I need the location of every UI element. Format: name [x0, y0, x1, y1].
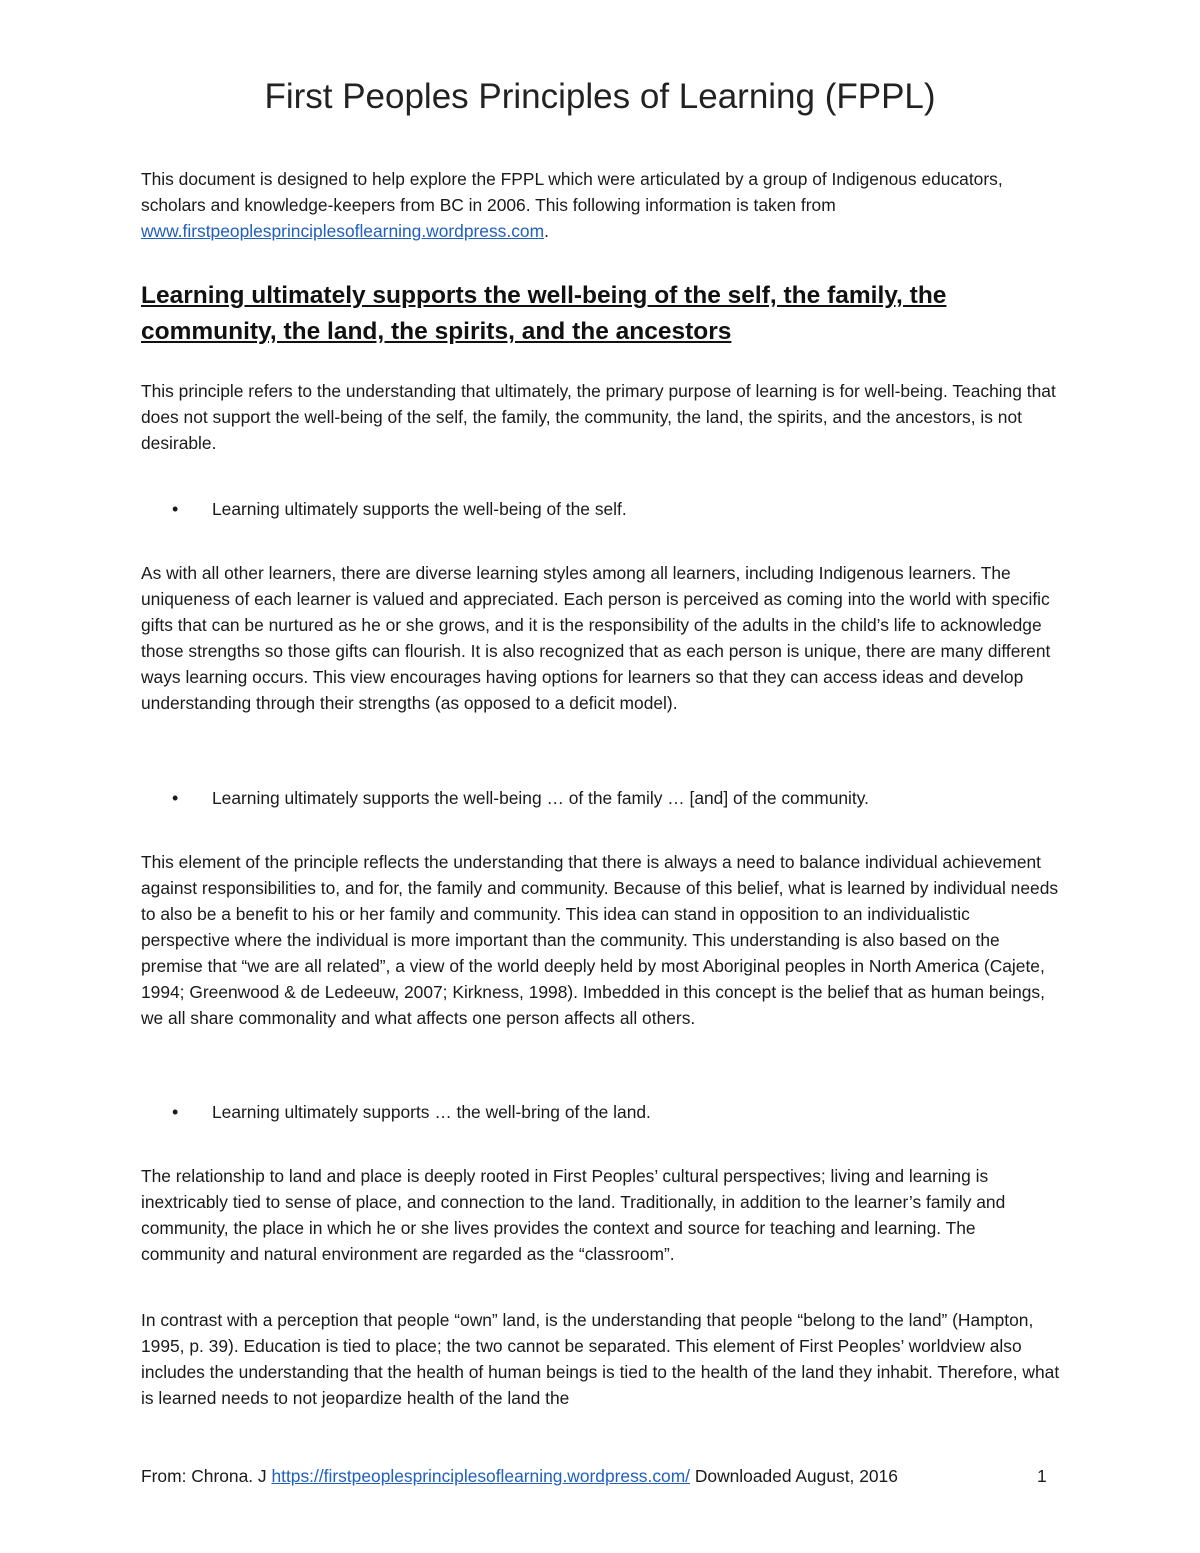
paragraph-1 — [141, 378, 1061, 456]
bullet-item-1-text: Learning ultimately supports the well-being of the self. — [212, 499, 627, 519]
paragraph-3-text: This element of the principle reflects the understanding that there is always a need to balance individual achievement against responsibilities to, and for, the family and community. Because of this belief, what is learned by individual needs to also be a benefit to his or her family and community. This idea can stand in opposition to an individualistic perspective where the individual is more important than the community. This understanding is also based on the premise that “we are all related”, a view of the world deeply held by most Aboriginal peoples in North America (Cajete, 1994; Greenwood & de Ledeeuw, 2007; Kirkness, 1998). Imbedded in this concept is the belief that as human beings, we all share commonality and what affects one person affects all others. — [141, 852, 1059, 1028]
intro-paragraph — [141, 166, 1061, 244]
paragraph-1-text: This principle refers to the understanding that ultimately, the primary purpose of learning is for well-being. Teaching that does not support the well-being of the self, the family, the community, the land, the spirits, and the ancestors, is not desirable. — [141, 381, 1056, 453]
footer-prefix: From: Chrona. J — [141, 1466, 272, 1486]
intro-after-link: . — [544, 221, 549, 241]
footer-link[interactable]: https://firstpeoplesprinciplesoflearning.wordpress.com/ — [271, 1466, 691, 1486]
bullet-item-2-text: Learning ultimately supports the well-being … of the family … [and] of the community. — [212, 788, 869, 808]
paragraph-5 — [141, 1307, 1061, 1411]
paragraph-4-text: The relationship to land and place is deeply rooted in First Peoples’ cultural perspectives; living and learning is inextricably tied to sense of place, and connection to the land. Traditionally, in addition to the learner’s family and community, the place in which he or she lives provides the context and source for teaching and learning. The community and natural environment are regarded as the “classroom”. — [141, 1166, 1006, 1264]
intro-text: This document is designed to help explore the FPPL which were articulated by a group of Indigenous educators, scholars and knowledge-keepers from BC in 2006. This following information is taken from — [141, 169, 1003, 215]
page-number: 1 — [1037, 1466, 1047, 1486]
principle-heading: Learning ultimately supports the well-being of the self, the family, the community, the land, the spirits, and the ancestors — [141, 282, 947, 345]
paragraph-2 — [141, 560, 1061, 716]
page-footer — [141, 1463, 1061, 1489]
footer-suffix: Downloaded August, 2016 — [690, 1466, 898, 1486]
paragraph-5-text: In contrast with a perception that people “own” land, is the understanding that people “belong to the land” (Hampton, 1995, p. 39). Education is tied to place; the two cannot be separated. This element of First Peoples’ worldview also includes the understanding that the health of human beings is tied to the health of the land they inhabit. Therefore, what is learned needs to not jeopardize health of the land the — [141, 1310, 1060, 1408]
bullet-icon: • — [172, 499, 179, 519]
paragraph-4 — [141, 1163, 1061, 1267]
page-title: First Peoples Principles of Learning (FPPL) — [264, 77, 936, 116]
intro-link[interactable]: www.firstpeoplesprinciplesoflearning.wordpress.com — [141, 221, 545, 241]
bullet-icon: • — [172, 788, 179, 808]
bullet-item-3-text: Learning ultimately supports … the well-bring of the land. — [212, 1102, 651, 1122]
bullet-icon: • — [172, 1102, 179, 1122]
paragraph-3 — [141, 849, 1061, 1031]
paragraph-2-text: As with all other learners, there are diverse learning styles among all learners, including Indigenous learners. The uniqueness of each learner is valued and appreciated. Each person is perceived as coming into the world with specific gifts that can be nurtured as he or she grows, and it is the responsibility of the adults in the child’s life to acknowledge those strengths so those gifts can flourish. It is also recognized that as each person is unique, there are many different ways learning occurs. This view encourages having options for learners so that they can access ideas and develop understanding through their strengths (as opposed to a deficit model). — [141, 563, 1051, 713]
